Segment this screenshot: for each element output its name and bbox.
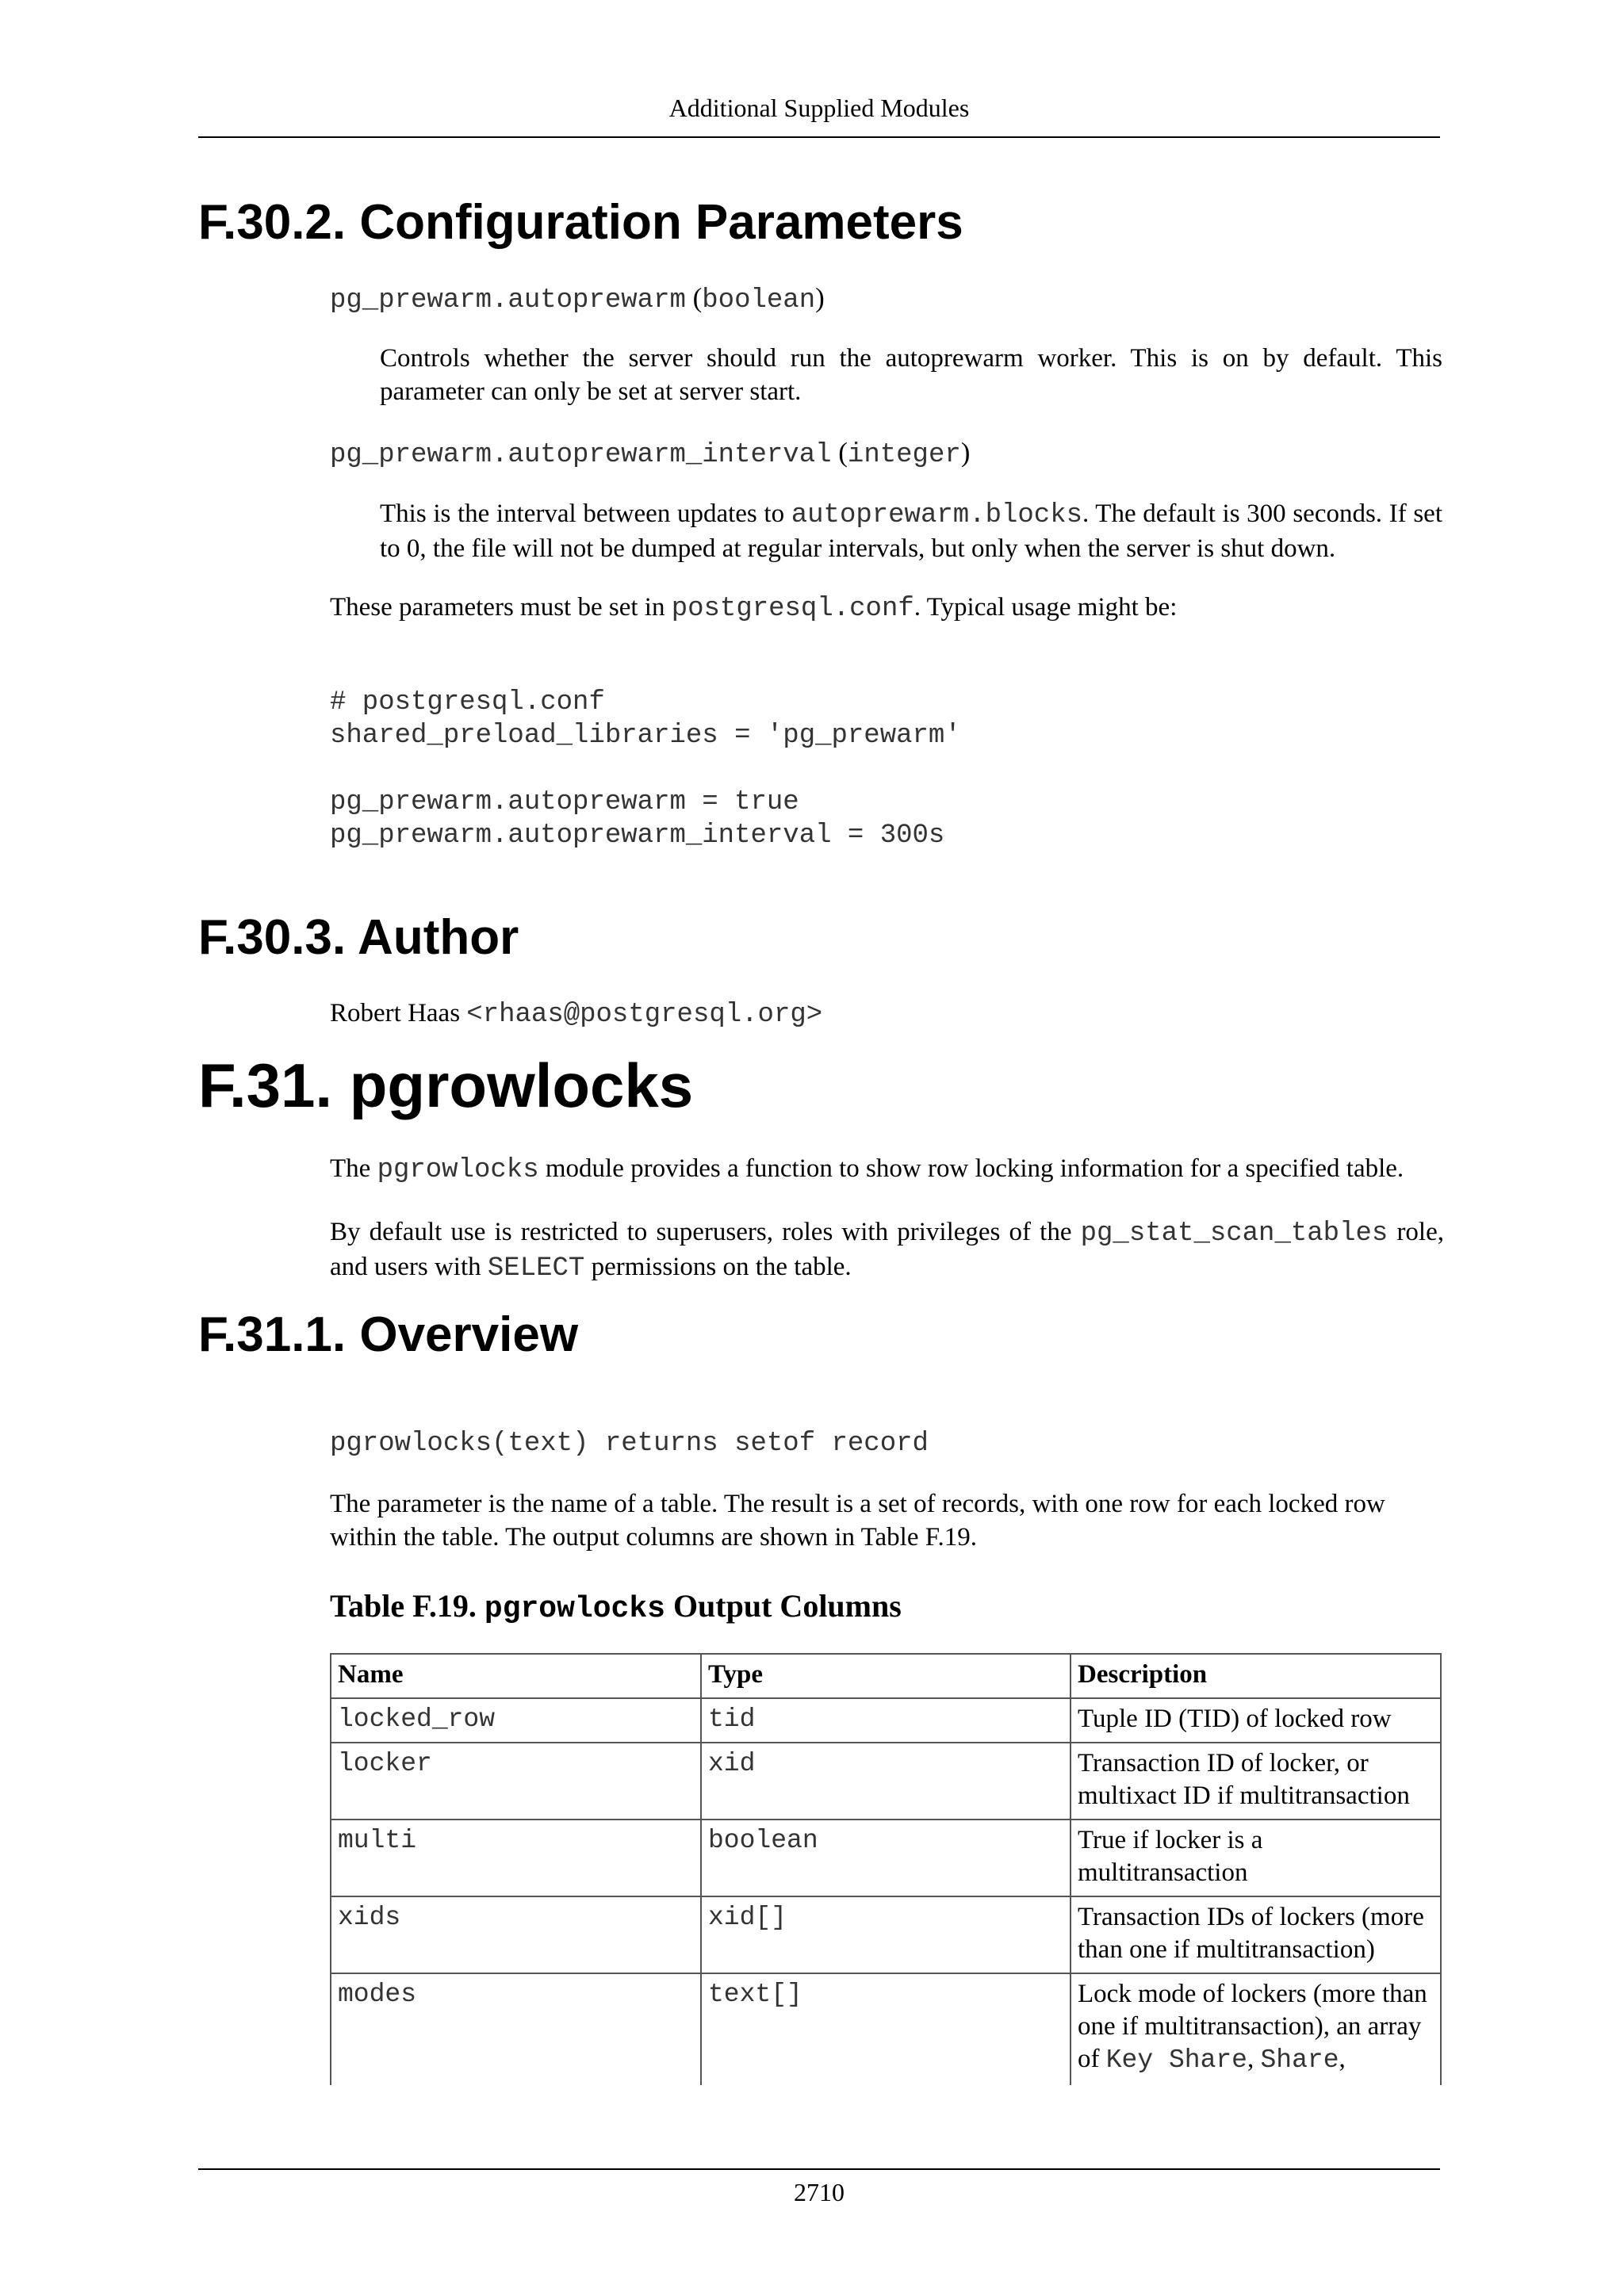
footer-rule bbox=[198, 2168, 1440, 2170]
param-description: Controls whether the server should run the autoprewarm worker. This is on by default. This parameter can only be set at server start. bbox=[380, 344, 1442, 406]
cell-description: Tuple ID (TID) of locked row bbox=[1071, 1698, 1441, 1743]
param-name: pg_prewarm.autoprewarm bbox=[330, 285, 686, 316]
cell-description: Lock mode of lockers (more than one if multitransaction), an array of Key Share, Share, bbox=[1071, 1973, 1441, 2085]
table-row bbox=[331, 1973, 1441, 2085]
author-email: <rhaas@postgresql.org> bbox=[466, 1000, 823, 1030]
cell-name: modes bbox=[331, 1973, 701, 2085]
table-header-row bbox=[331, 1654, 1441, 1698]
inline-code: postgresql.conf bbox=[671, 594, 914, 624]
output-columns-table bbox=[330, 1653, 1442, 2085]
cell-name: multi bbox=[331, 1820, 701, 1896]
inline-code: Share bbox=[1260, 2045, 1339, 2075]
cell-name: xids bbox=[331, 1896, 701, 1973]
config-code-block: # postgresql.conf shared_preload_libraries = 'pg_prewarm' pg_prewarm.autoprewarm = true pg_prewarm.autoprewarm_interval = 300s bbox=[330, 687, 961, 851]
chapter-heading-pgrowlocks: F.31. pgrowlocks bbox=[198, 1050, 694, 1120]
column-header: Description bbox=[1071, 1654, 1441, 1698]
inline-code: pgrowlocks bbox=[377, 1155, 539, 1185]
table-row bbox=[331, 1820, 1441, 1896]
column-header: Name bbox=[331, 1654, 701, 1698]
cell-description: Transaction ID of locker, or multixact ID if multitransaction bbox=[1071, 1743, 1441, 1820]
inline-code: pg_stat_scan_tables bbox=[1080, 1219, 1388, 1249]
overview-paragraph: The parameter is the name of a table. The result is a set of records, with one row for each locked row within the table. The output columns are shown in Table F.19. bbox=[330, 1490, 1385, 1552]
header-rule bbox=[198, 136, 1440, 138]
caption-code: pgrowlocks bbox=[484, 1592, 665, 1626]
function-signature: pgrowlocks(text) returns setof record bbox=[330, 1429, 929, 1459]
running-header: Additional Supplied Modules bbox=[668, 94, 970, 122]
cell-name: locked_row bbox=[331, 1698, 701, 1743]
param-name: pg_prewarm.autoprewarm_interval bbox=[330, 440, 832, 470]
cell-type: xid bbox=[701, 1743, 1071, 1820]
page-number: 2710 bbox=[794, 2178, 845, 2206]
param-term: pg_prewarm.autoprewarm (boolean) bbox=[330, 282, 825, 316]
table-row bbox=[331, 1743, 1441, 1820]
param-type: integer bbox=[847, 440, 961, 470]
cell-type: xid[] bbox=[701, 1896, 1071, 1973]
section-heading-author: F.30.3. Author bbox=[198, 910, 519, 965]
usage-paragraph: These parameters must be set in postgresql.conf. Typical usage might be: bbox=[330, 593, 1178, 624]
section-heading-overview: F.31.1. Overview bbox=[198, 1307, 579, 1362]
cell-description: Transaction IDs of lockers (more than one if multitransaction) bbox=[1071, 1896, 1441, 1973]
cell-description: True if locker is a multitransaction bbox=[1071, 1820, 1441, 1896]
param-type: boolean bbox=[702, 285, 816, 316]
intro-paragraph: The pgrowlocks module provides a function to show row locking information for a specified table. bbox=[330, 1154, 1404, 1185]
permissions-paragraph: By default use is restricted to superusers, roles with privileges of the pg_stat_scan_tables role, and users with SELECT permissions on the table. bbox=[330, 1218, 1444, 1284]
author-line: Robert Haas <rhaas@postgresql.org> bbox=[330, 999, 823, 1030]
cell-type: boolean bbox=[701, 1820, 1071, 1896]
table-caption: Table F.19. pgrowlocks Output Columns bbox=[330, 1588, 902, 1626]
inline-code: Key Share bbox=[1105, 2045, 1247, 2075]
cell-name: locker bbox=[331, 1743, 701, 1820]
table-row bbox=[331, 1896, 1441, 1973]
inline-code: SELECT bbox=[487, 1253, 585, 1284]
column-header: Type bbox=[701, 1654, 1071, 1698]
param-description: This is the interval between updates to autoprewarm.blocks. The default is 300 seconds. If set to 0, the file will not be dumped at regular intervals, but only when the server is shut down. bbox=[380, 499, 1442, 563]
section-heading-config: F.30.2. Configuration Parameters bbox=[198, 195, 963, 250]
param-term: pg_prewarm.autoprewarm_interval (integer) bbox=[330, 437, 971, 470]
table-row bbox=[331, 1698, 1441, 1743]
cell-type: text[] bbox=[701, 1973, 1071, 2085]
inline-code: autoprewarm.blocks bbox=[791, 500, 1082, 530]
cell-type: tid bbox=[701, 1698, 1071, 1743]
